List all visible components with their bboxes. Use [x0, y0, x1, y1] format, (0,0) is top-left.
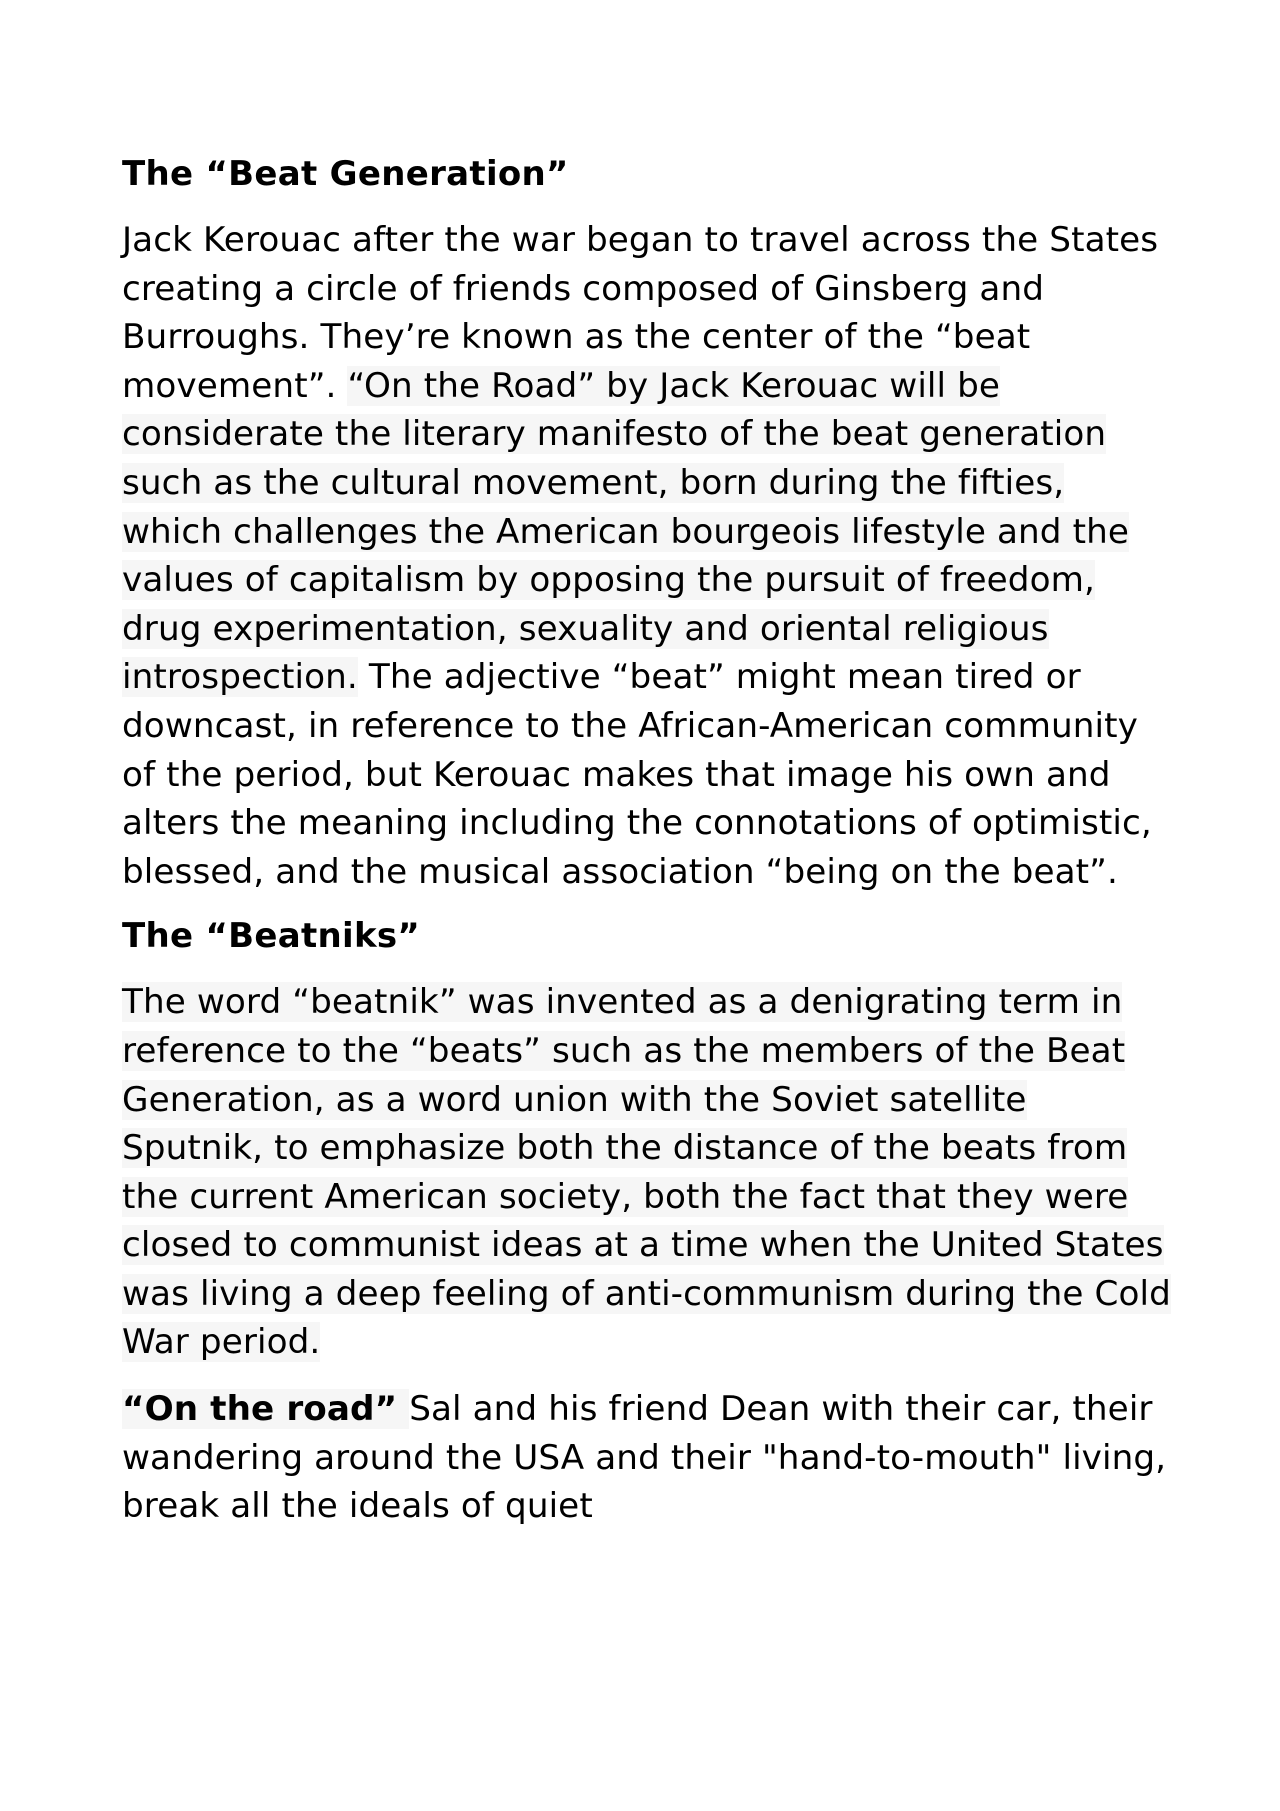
paragraph-beat-generation: [122, 216, 1172, 896]
paragraph-beatniks: [122, 978, 1172, 1367]
paragraph-text: The adjective “beat” might mean tired or downcast, in reference to the African-American community of the period, but Kerouac makes that image his own and alters the meaning including the connotations of optimistic, blessed, and the musical association “being on the beat”.: [122, 657, 1152, 892]
heading-beatniks: The “Beatniks”: [122, 916, 421, 957]
document-page: [122, 150, 1172, 1531]
paragraph-on-the-road: [122, 1385, 1172, 1531]
highlighted-text: “On the Road” by Jack Kerouac will be considerate the literary manifesto of the beat generation such as the cultural movement, born during the fifties, which challenges the American bourgeois lifestyle and the values of capitalism by opposing the pursuit of freedom, drug experimentation, sexuality and oriental religious introspection.: [122, 365, 1129, 698]
paragraph-text: Jack Kerouac after the war began to travel across the States creating a circle of friends composed of Ginsberg and Burroughs. They’re known as the center of the “beat movement”.: [122, 220, 1159, 406]
highlighted-text: The word “beatnik” was invented as a denigrating term in reference to the “beats” such as the members of the Beat Generation, as a word union with the Soviet satellite Sputnik, to emphasize both the distance of the beats from the current American society, both the fact that they were closed to communist ideas at a time when the United States was living a deep feeling of anti-communism during the Cold War period.: [122, 982, 1171, 1363]
paragraph-text: Sal and his friend Dean with their car, their wandering around the USA and their "hand-to-mouth" living, break all the ideals of quiet: [122, 1389, 1167, 1527]
heading-beat-generation: The “Beat Generation”: [122, 154, 569, 194]
bold-lead-title: “On the road”: [122, 1389, 410, 1430]
